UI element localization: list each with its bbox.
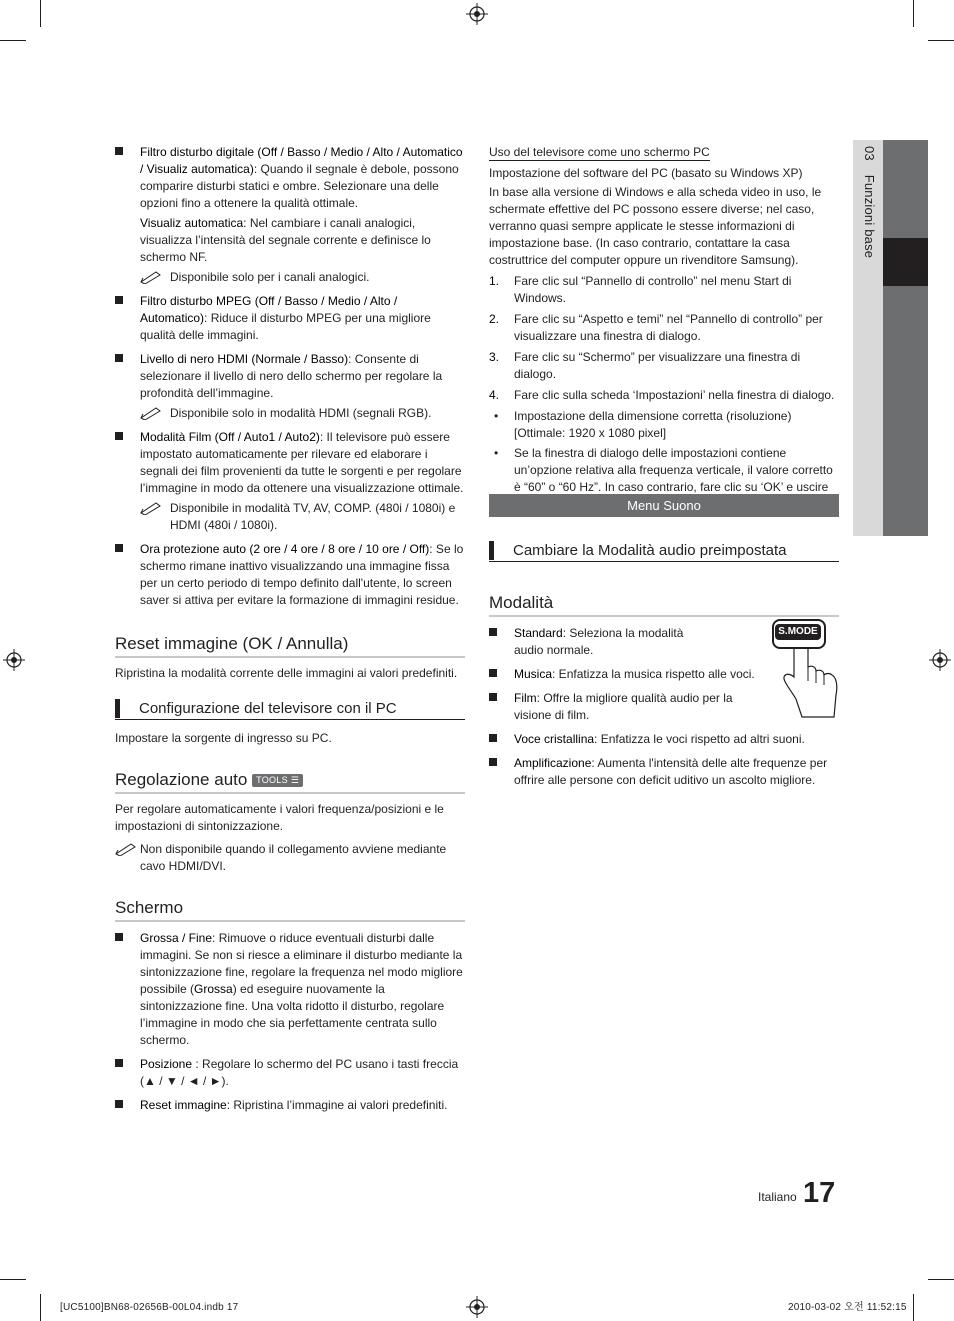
- item-text: : Quando il segnale è debole, possono comparire disturbi statici e ombre. Selezionare una delle opzioni fino a ottenere la qualità ottimale.: [140, 162, 459, 210]
- subsection-title-text: Cambiare la Modalità audio preimpostata: [513, 542, 787, 559]
- list-item: [489, 408, 839, 442]
- chapter-number: 03: [862, 146, 877, 161]
- item-term: Filtro disturbo MPEG (Off / Basso / Medio / Alto / Automatico): [140, 294, 398, 325]
- square-bullet-icon: [115, 1059, 123, 1067]
- item-term: Modalità Film (Off / Auto1 / Auto2): [140, 430, 320, 444]
- item-text: : Riduce il disturbo MPEG per una migliore qualità delle immagini.: [140, 311, 431, 342]
- item-term: Musica: [514, 667, 553, 681]
- item-text: : Enfatizza la musica rispetto alle voci.: [552, 667, 755, 681]
- chapter-title: Funzioni base: [862, 174, 877, 259]
- item-term: Reset immagine: [140, 1098, 227, 1112]
- dot-text: Se la finestra di dialogo delle impostazioni contiene un’opzione relativa alla frequenza verticale, il valore corretto è “60” o “60 Hz”. In caso contrario, fare clic su ‘OK’ e uscire: [514, 446, 833, 494]
- smode-remote-illustration: [772, 617, 842, 727]
- note-text: Non disponibile quando il collegamento avviene mediante cavo HDMI/DVI.: [140, 842, 447, 873]
- pencil-note-icon: [140, 406, 162, 420]
- section-text: Ripristina la modalità corrente delle immagini ai valori predefiniti.: [115, 666, 458, 680]
- square-bullet-icon: [489, 669, 497, 677]
- section-title: [115, 769, 465, 794]
- right-column: [489, 144, 839, 515]
- item-term: Grossa / Fine: [140, 931, 213, 945]
- registration-mark-icon: [929, 649, 951, 671]
- list-item: [489, 731, 839, 748]
- item-term: Ora protezione auto (2 ore / 4 ore / 8 ore / 10 ore / Off): [140, 542, 430, 556]
- item-text: : Se lo schermo rimane inattivo visualizzando una immagine fissa per un certo periodo di tempo definito dall'utente, lo screen saver si attiva per evitare la formazione di immagini residue.: [140, 542, 464, 607]
- item-text: : Aumenta l'intensità delle alte frequenze per offrire alle persone con deficit uditivo un ascolto migliore.: [514, 756, 828, 787]
- registration-mark-icon: [466, 3, 488, 25]
- crop-mark: [40, 1294, 41, 1321]
- pencil-note-icon: [140, 270, 162, 284]
- step-number: 3.: [489, 350, 500, 364]
- list-item: [489, 690, 734, 724]
- item-text: : Regolare lo schermo del PC usano i tasti freccia (▲ / ▼ / ◄ / ►).: [140, 1057, 459, 1088]
- item-text: : Nel cambiare i canali analogici, visualizza l’intensità del segnale corrente e definisce lo schermo NF.: [140, 216, 431, 264]
- item-text: : Offre la migliore qualità audio per la visione di film.: [514, 691, 733, 722]
- footer-language: Italiano: [758, 1190, 797, 1204]
- step-text: Fare clic su “Schermo” per visualizzare una finestra di dialogo.: [514, 350, 801, 381]
- item-term: Visualiz automatica: [140, 216, 244, 230]
- subsection-title: [115, 699, 465, 720]
- list-item: [115, 1056, 465, 1090]
- item-term: Film: [514, 691, 537, 705]
- square-bullet-icon: [115, 933, 123, 941]
- dot-bullet-icon: •: [494, 446, 499, 460]
- item-text: : Il televisore può essere impostato automaticamente per rilevare ed elaborare i segnali dei film provenienti da tutte le sorgenti e per regolare l’immagine in modo da ottenere una visualizzazione ottimale.: [140, 430, 464, 495]
- square-bullet-icon: [115, 544, 123, 552]
- step-text: Fare clic sul “Pannello di controllo” nel menu Start di Windows.: [514, 274, 792, 305]
- pencil-note-icon: [140, 501, 162, 515]
- list-item: [115, 1097, 465, 1114]
- list-item: [489, 666, 764, 683]
- subsection-title: [489, 541, 839, 562]
- list-item: [115, 351, 465, 422]
- square-bullet-icon: [115, 296, 123, 304]
- subsection-bar: [115, 699, 120, 718]
- step-text: Fare clic su “Aspetto e temi” nel “Pannello di controllo” per visualizzare una finestra di dialogo.: [514, 312, 823, 343]
- section-text: Per regolare automaticamente i valori frequenza/posizioni e le impostazioni di sintonizzazione.: [115, 802, 444, 833]
- crop-mark: [40, 0, 41, 27]
- dot-text: Impostazione della dimensione corretta (risoluzione) [Ottimale: 1920 x 1080 pixel]: [514, 409, 792, 440]
- item-text: : Seleziona la modalità audio normale.: [514, 626, 684, 657]
- item-text: : Consente di selezionare il livello di nero dello schermo per regolare la profondità dell’immagine.: [140, 352, 443, 400]
- list-item: [489, 387, 839, 404]
- smode-label: S.MODE: [775, 624, 821, 640]
- subsection-bar: [489, 541, 494, 560]
- item-term: Posizione: [140, 1057, 193, 1071]
- step-number: 4.: [489, 388, 500, 402]
- dot-bullet-icon: •: [494, 409, 499, 423]
- note: [140, 405, 465, 422]
- square-bullet-icon: [489, 628, 497, 636]
- square-bullet-icon: [489, 758, 497, 766]
- list-item: [489, 273, 839, 307]
- item-text: ) ed eseguire nuovamente la sintonizzazione fine. Una volta ridotto il disturbo, regolare l’immagine in modo che sia perfettamente centrata sullo schermo.: [140, 982, 445, 1047]
- print-slug-date: 2010-03-02 오전 11:52:15: [788, 1302, 907, 1313]
- square-bullet-icon: [489, 734, 497, 742]
- crop-mark: [913, 1294, 914, 1321]
- item-term: Filtro disturbo digitale (Off / Basso / Medio / Alto / Automatico / Visualiz automatica): [140, 145, 463, 176]
- sound-section: [489, 541, 839, 796]
- item-term: Grossa: [194, 982, 233, 996]
- section-title-text: Regolazione auto: [115, 770, 248, 789]
- menu-suono-header: Menu Suono: [489, 494, 839, 517]
- crop-mark: [913, 0, 914, 27]
- item-text: : Ripristina l’immagine ai valori predefiniti.: [226, 1098, 448, 1112]
- chapter-tab-marker: [883, 238, 928, 286]
- list-item: [115, 144, 465, 286]
- chapter-tab-bar: [883, 140, 928, 536]
- registration-mark-icon: [3, 649, 25, 671]
- square-bullet-icon: [489, 693, 497, 701]
- square-bullet-icon: [115, 147, 123, 155]
- note: [140, 500, 465, 534]
- step-number: 1.: [489, 274, 500, 288]
- page-number: 17: [803, 1177, 836, 1209]
- item-text: : Enfatizza le voci rispetto ad altri suoni.: [594, 732, 805, 746]
- note-text: Disponibile solo per i canali analogici.: [170, 270, 370, 284]
- pc-use-subtitle: Impostazione del software del PC (basato su Windows XP): [489, 166, 803, 180]
- chapter-tab-label: [858, 146, 878, 258]
- item-term: Livello di nero HDMI (Normale / Basso): [140, 352, 349, 366]
- modes-list: [489, 625, 839, 789]
- crop-mark: [0, 40, 26, 41]
- note-text: Disponibile in modalità TV, AV, COMP. (480i / 1080i) e HDMI (480i / 1080i).: [170, 501, 456, 532]
- item-text: : Rimuove o riduce eventuali disturbi dalle immagini. Se non si riesce a eliminare il disturbo mediante la sintonizzazione fine, regolare la frequenza nel modo migliore possibile (: [140, 931, 463, 996]
- item-term: Standard: [514, 626, 563, 640]
- section-title: Schermo: [115, 897, 465, 922]
- list-item: [489, 311, 839, 345]
- list-item: [115, 429, 465, 534]
- crop-mark: [0, 1279, 26, 1280]
- step-number: 2.: [489, 312, 500, 326]
- crop-mark: [928, 1279, 954, 1280]
- section-title: Reset immagine (OK / Annulla): [115, 633, 465, 658]
- note-text: Disponibile solo in modalità HDMI (segnali RGB).: [170, 406, 432, 420]
- list-item: [489, 755, 839, 789]
- square-bullet-icon: [115, 1100, 123, 1108]
- crop-mark: [928, 40, 954, 41]
- pencil-note-icon: [115, 842, 137, 856]
- square-bullet-icon: [115, 354, 123, 362]
- registration-mark-icon: [466, 1296, 488, 1318]
- section-text: Impostare la sorgente di ingresso su PC.: [115, 731, 332, 745]
- subsection-title-text: Configurazione del televisore con il PC: [139, 700, 397, 717]
- note: [140, 269, 465, 286]
- step-text: Fare clic sulla scheda ‘Impostazioni’ nella finestra di dialogo.: [514, 388, 835, 402]
- list-item: [115, 293, 465, 344]
- list-item: [115, 541, 465, 609]
- pc-use-title: Uso del televisore come uno schermo PC: [489, 145, 710, 159]
- tools-label: TOOLS: [256, 775, 288, 785]
- list-item: [115, 930, 465, 1049]
- square-bullet-icon: [115, 432, 123, 440]
- note: [115, 841, 465, 875]
- list-item: [489, 625, 714, 659]
- item-term: Voce cristallina: [514, 732, 595, 746]
- list-item: [489, 349, 839, 383]
- left-column: [115, 144, 465, 1121]
- print-slug-file: [UC5100]BN68-02656B-00L04.indb 17: [60, 1302, 239, 1313]
- section-title: Modalità: [489, 592, 839, 617]
- tools-button-icon: TOOLS ☰: [252, 774, 303, 787]
- pc-use-text: In base alla versione di Windows e alla scheda video in uso, le schermate effettive del PC possono essere diverse; nel caso, verranno quasi sempre applicate le stesse informazioni di impostazione base. (In caso contrario, contattare la casa costruttrice del computer oppure un rivenditore Samsung).: [489, 185, 822, 267]
- item-term: Amplificazione: [514, 756, 592, 770]
